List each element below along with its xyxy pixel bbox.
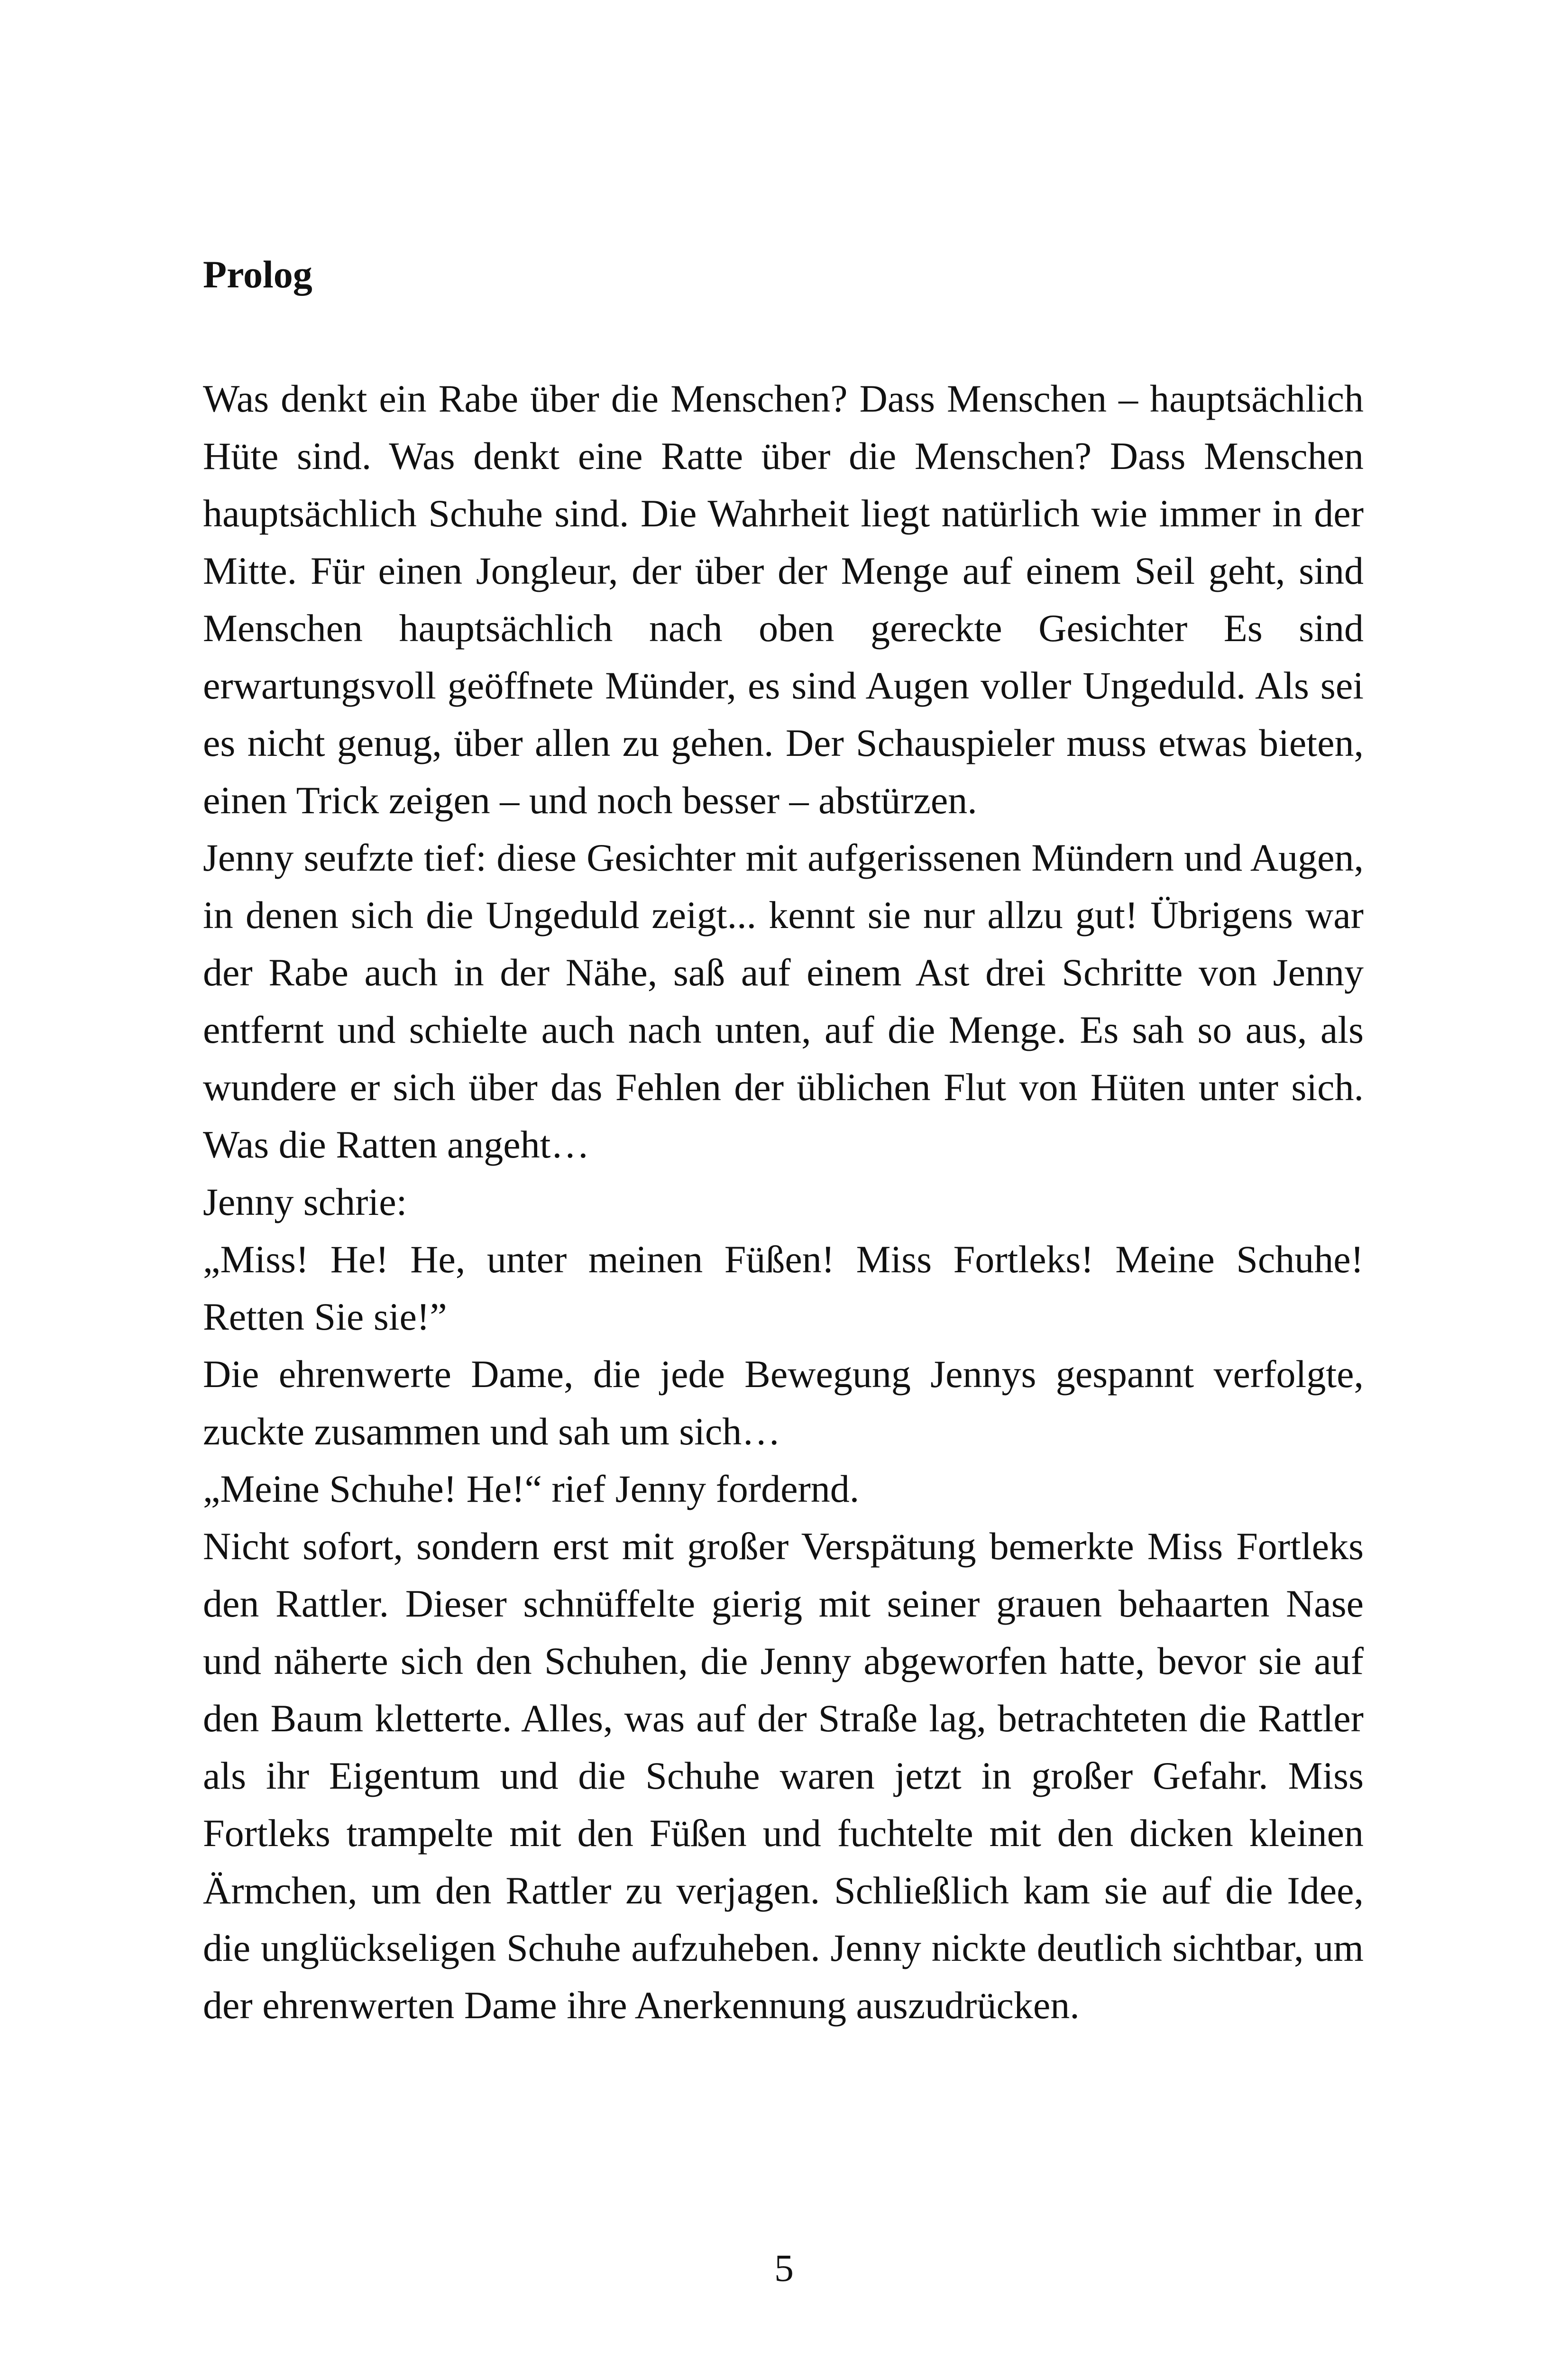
paragraph: Jenny seufzte tief: diese Gesichter mit aufgerissenen Mündern und Augen, in denen sich die Ungeduld zeigt... kennt sie nur allzu gut! Übrigens war der Rabe auch in der Nähe, saß auf einem Ast drei Schritte von Jenny entfernt und schielte auch nach unten, auf die Menge. Es sah so aus, als wundere er sich über das Fehlen der üblichen Flut von Hüten unter sich. Was die Ratten angeht… bbox=[203, 836, 1364, 1166]
chapter-body bbox=[203, 370, 1364, 2034]
paragraph: Was denkt ein Rabe über die Menschen? Dass Menschen – hauptsächlich Hüte sind. Was denkt eine Ratte über die Menschen? Dass Menschen hauptsächlich Schuhe sind. Die Wahrheit liegt natürlich wie immer in der Mitte. Für einen Jongleur, der über der Menge auf einem Seil geht, sind Menschen hauptsächlich nach oben gereckte Gesichter Es sind erwartungsvoll geöffnete Münder, es sind Augen voller Ungeduld. Als sei es nicht genug, über allen zu gehen. Der Schauspieler muss etwas bieten, einen Trick zeigen – und noch besser – abstürzen. bbox=[203, 377, 1364, 822]
paragraph: Die ehrenwerte Dame, die jede Bewegung Jennys gespannt verfolgte, zuckte zusammen und sah um sich… bbox=[203, 1352, 1364, 1453]
chapter-title: Prolog bbox=[203, 253, 312, 296]
paragraph: „Miss! He! He, unter meinen Füßen! Miss Fortleks! Meine Schuhe! Retten Sie sie!” bbox=[203, 1238, 1364, 1338]
paragraph: Nicht sofort, sondern erst mit großer Verspätung bemerkte Miss Fortleks den Rattler. Dieser schnüffelte gierig mit seiner grauen behaarten Nase und näherte sich den Schuhen, die Jenny abgeworfen hatte, bevor sie auf den Baum kletterte. Alles, was auf der Straße lag, betrachteten die Rattler als ihr Eigentum und die Schuhe waren jetzt in großer Gefahr. Miss Fortleks trampelte mit den Füßen und fuchtelte mit den dicken kleinen Ärmchen, um den Rattler zu verjagen. Schließlich kam sie auf die Idee, die unglückseligen Schuhe aufzuheben. Jenny nickte deutlich sichtbar, um der ehrenwerten Dame ihre Anerkennung auszudrücken. bbox=[203, 1525, 1364, 2027]
page-number: 5 bbox=[774, 2246, 794, 2289]
paragraph: Jenny schrie: bbox=[203, 1180, 407, 1223]
paragraph: „Meine Schuhe! He!“ rief Jenny fordernd. bbox=[203, 1467, 860, 1510]
